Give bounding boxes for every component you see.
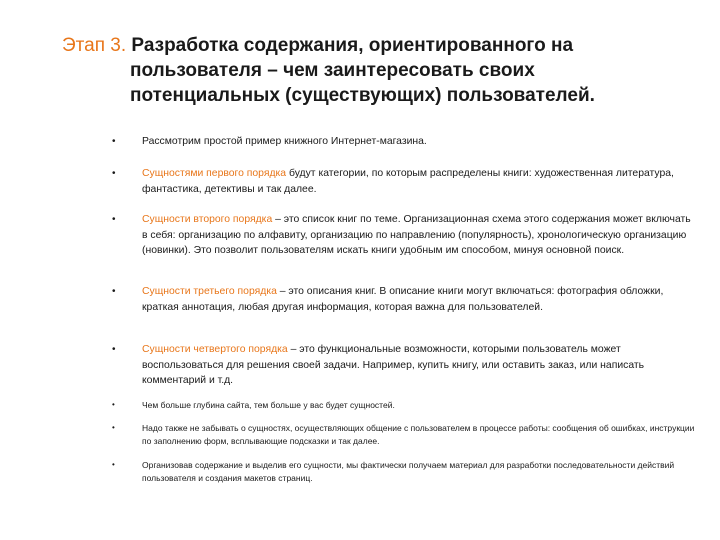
bullet-body: Организовав содержание и выделив его сущности, мы фактически получаем материал для разработки последовательности действий пользователя и создания макетов страниц. [142,460,675,483]
bullet-text [142,166,697,197]
bullet-text [142,342,697,389]
bullet-marker: • [112,286,116,297]
bullet-term: Сущности третьего порядка [142,286,277,297]
bullet-body: – это функциональные возможности, которыми пользователь может воспользоваться для решения своей задачи. Например, купить книгу, или оставить заказ, или написать комментарий и т.д. [142,344,645,386]
title-line-1: Разработка содержания, ориентированного на [131,35,574,56]
bullet-marker: • [112,214,116,225]
bullet-marker: • [112,168,116,179]
bullet-text [142,134,697,150]
bullet-body: Рассмотрим простой пример книжного Интернет-магазина. [142,136,427,147]
slide-title [62,33,702,108]
stage-label: Этап 3. [62,35,127,56]
bullet-body: Надо также не забывать о сущностях, осуществляющих общение с пользователем в процессе работы: сообщения об ошибках, инструкции по заполнению форм, всплывающие подсказки и так далее. [142,423,695,446]
bullet-term: Сущности четвертого порядка [142,344,288,355]
bullet-term: Сущности второго порядка [142,214,273,225]
bullet-marker: • [112,423,115,432]
bullet-marker: • [112,460,115,469]
bullet-text [142,284,697,315]
bullet-body: – это список книг по теме. Организационная схема этого содержания может включать в себя: организацию по алфавиту, организацию по направлению (популярность), хронологическую организацию (новинки). Это позволит пользователям искать книги удобным им способом, минуя основной поиск. [142,214,691,256]
bullet-text [142,459,697,484]
bullet-body: Чем больше глубина сайта, тем больше у вас будет сущностей. [142,400,395,410]
bullet-marker: • [112,136,116,147]
bullet-body: – это описания книг. В описание книги могут включаться: фотография обложки, краткая аннотация, любая другая информация, которая важна для пользователей. [142,286,664,313]
bullet-text [142,422,697,447]
bullet-marker: • [112,400,115,409]
title-line-2: пользователя – чем заинтересовать своих [130,60,535,81]
bullet-text [142,212,697,259]
title-line-3: потенциальных (существующих) пользователей. [130,85,595,106]
bullet-text [142,399,697,412]
bullet-term: Сущностями первого порядка [142,168,287,179]
bullet-marker: • [112,344,116,355]
bullet-body: будут категории, по которым распределены книги: художественная литература, фантастика, детективы и так далее. [142,168,674,195]
